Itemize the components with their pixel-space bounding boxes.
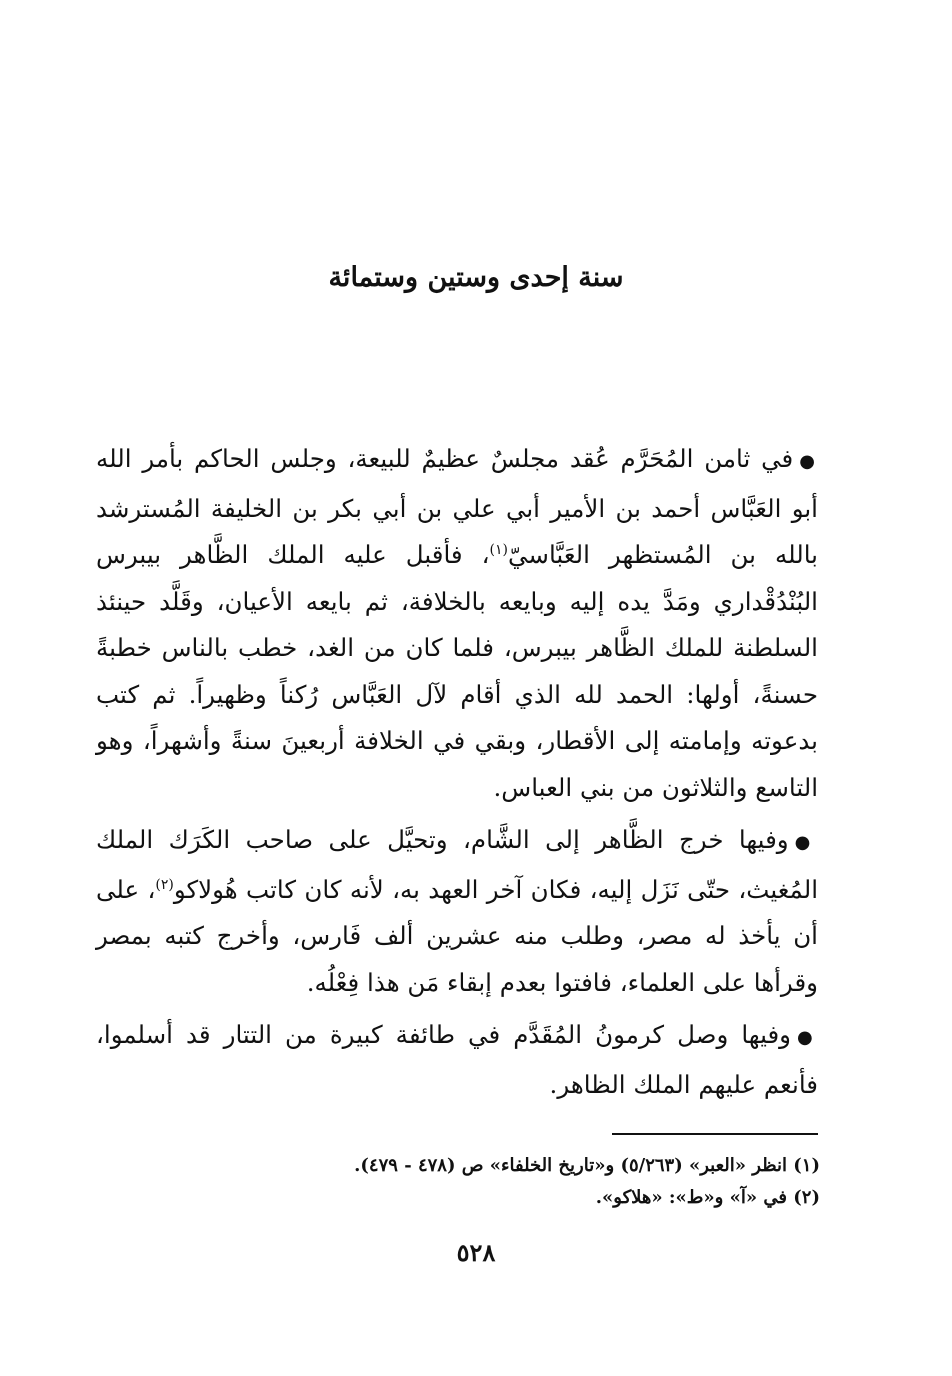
section-title: سنة إحدى وستين وستمائة [328, 262, 624, 293]
paragraph-text: وفيها خرج الظَّاهر إلى الشَّام، وتحيَّل على صاحب الكَرَك الملك المُغيث، حتّى نَزَل إليه، فكان آخر العهد به، لأنه كان كاتب هُولاكو [96, 825, 818, 904]
footnote-2: (٢) في «آ» و«ط»: «هلاكو». [595, 1187, 820, 1208]
footnote-separator [612, 1133, 818, 1135]
page-number: ٥٢٨ [456, 1238, 496, 1267]
bullet-icon: ● [794, 832, 818, 853]
paragraph-3 [96, 1012, 818, 1108]
paragraph-text-continued: ، فأقبل عليه الملك الظَّاهر بيبرس البُنْدُقْداري ومَدَّ يده إليه وبايعه بالخلافة، ثم بايعه الأعيان، وقَلَّد حينئذ السلطنة للملك الظَّاهر بيبرس، فلما كان من الغد، خطب بالناس خطبةً حسنةً، أولها: الحمد لله الذي أقام لآل العَبَّاس رُكناً وظهيراً. ثم كتب بدعوته وإمامته إلى الأقطار، وبقي في الخلافة أربعينَ سنةً وأشهراً، وهو التاسع والثلاثون من بني العباس. [96, 540, 818, 802]
footnotes [96, 1150, 820, 1214]
bullet-icon: ● [797, 1027, 818, 1048]
footnote-reference: (١) [489, 541, 509, 558]
paragraph-text-continued: ، على أن يأخذ له مصر، وطلب منه عشرين ألف فَارس، وأخرج كتبه بمصر وقرأها على العلماء، فافتوا بعدم إبقاء مَن هذا فِعْلُه. [96, 874, 818, 997]
paragraph-text: في ثامن المُحَرَّم عُقد مجلسٌ عظيمٌ للبيعة، وجلس الحاكم بأمر الله أبو العَبَّاس أحمد بن الأمير أبي علي بن أبي بكر بن الخليفة المُسترشد بالله بن المُستظهر العَبَّاسيّ [96, 444, 818, 569]
paragraph-text: وفيها وصل كرمونُ المُقَدَّم في طائفة كبيرة من التتار قد أسلموا، فأنعم عليهم الملك الظاهر. [96, 1020, 818, 1099]
paragraph-1 [96, 436, 818, 811]
main-text [96, 436, 818, 1114]
footnote-reference: (٢) [155, 876, 174, 893]
footnote-1: (١) انظر «العبر» (٥/٢٦٣) و«تاريخ الخلفاء» ص (٤٧٨ - ٤٧٩). [354, 1155, 820, 1176]
bullet-icon: ● [799, 451, 818, 472]
paragraph-2 [96, 817, 818, 1006]
